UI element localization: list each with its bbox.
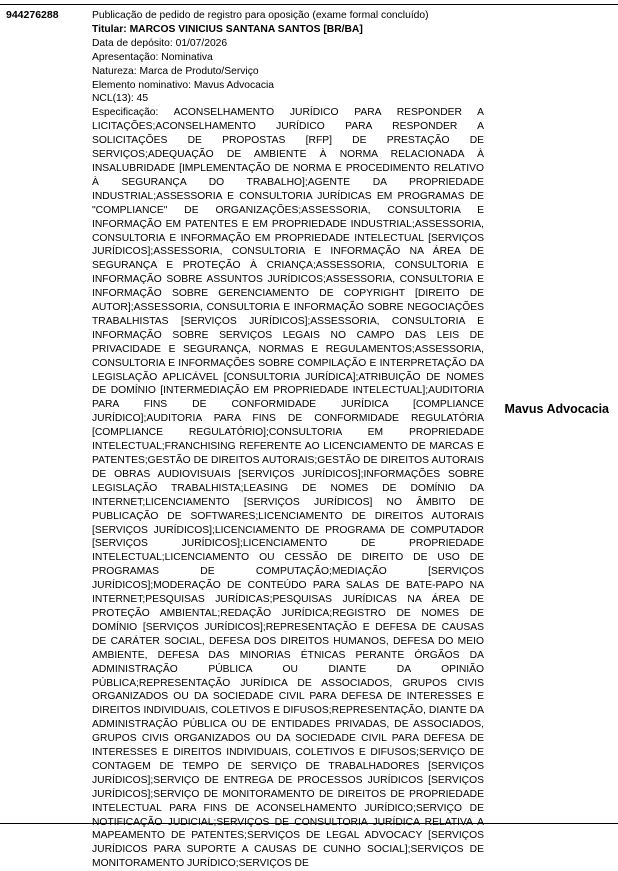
nominative-element-value: Mavus Advocacia	[193, 79, 275, 91]
presentation-value: Nominativa	[161, 51, 213, 63]
nominative-element-line	[92, 79, 484, 93]
specification-text: ACONSELHAMENTO JURÍDICO PARA RESPONDER A LICITAÇÕES;ACONSELHAMENTO JURÍDICO PARA RESPONDER A SOLICITAÇÕES DE PROPOSTAS [RFP] DE PRESTAÇÃO DE SERVIÇOS;ADEQUAÇÃO DE AMBIENTE À NORMA RELACIONADA À INSALUBRIDADE [IMPLEMENTAÇÃO DE NORMA E PROCEDIMENTO RELATIVO À SEGURANÇA DO TRABALHO];AGENTE DA PROPRIEDADE INDUSTRIAL;ASSESSORIA E CONSULTORIA JURÍDICAS EM PROGRAMAS DE "COMPLIANCE" DE ORGANIZAÇÕES;ASSESSORIA, CONSULTORIA E INFORMAÇÃO EM PATENTES E EM PROPRIEDADE INDUSTRIAL;ASSESSORIA, CONSULTORIA E INFORMAÇÃO EM PROPRIEDADE INTELECTUAL [SERVIÇOS JURÍDICOS];ASSESSORIA, CONSULTORIA E INFORMAÇÃO NA ÁREA DE SEGURANÇA E PROTEÇÃO À CRIANÇA;ASSESSORIA, CONSULTORIA E INFORMAÇÃO SOBRE ASSUNTOS JURÍDICOS;ASSESSORIA, CONSULTORIA E INFORMAÇÃO SOBRE GERENCIAMENTO DE COPYRIGHT [DIREITO DE AUTOR];ASSESSORIA, CONSULTORIA E INFORMAÇÃO SOBRE NEGOCIAÇÕES TRABALHISTAS [SERVIÇOS JURÍDICOS];ASSESSORIA, CONSULTORIA E INFORMAÇÃO SOBRE SERVIÇOS LEGAIS NO CAMPO DAS LEIS DE PRIVACIDADE E SEGURANÇA, NORMAS E REGULAMENTOS;ASSESSORIA, CONSULTORIA E INFORMAÇÕES SOBRE COMPILAÇÃO E INTERPRETAÇÃO DA LEGISLAÇÃO APLICÁVEL [CONSULTORIA JURÍDICA];ATRIBUIÇÃO DE NOMES DE DOMÍNIO [INTERMEDIAÇÃO EM PROPRIEDADE INTELECTUAL];AUDITORIA PARA FINS DE CONFORMIDADE JURÍDICA [COMPLIANCE JURÍDICO];AUDITORIA PARA FINS DE CONFORMIDADE REGULATÓRIA [COMPLIANCE REGULATÓRIO];CONSULTORIA EM PROPRIEDADE INTELECTUAL;FRANCHISING REFERENTE AO LICENCIAMENTO DE MARCAS E PATENTES;GESTÃO DE DIREITOS AUTORAIS;GESTÃO DE DIREITOS AUTORAIS DE OBRAS AUDIOVISUAIS [SERVIÇOS JURÍDICOS];INFORMAÇÕES SOBRE LEGISLAÇÃO TRABALHISTA;LEASING DE NOMES DE DOMÍNIO DA INTERNET;LICENCIAMENTO [SERVIÇOS JURÍDICOS] NO ÂMBITO DE PUBLICAÇÃO DE SOFTWARES;LICENCIAMENTO DE DIREITOS AUTORAIS [SERVIÇOS JURÍDICOS];LICENCIAMENTO DE PROGRAMA DE COMPUTADOR [SERVIÇOS JURÍDICOS];LICENCIAMENTO DE PROPRIEDADE INTELECTUAL;LICENCIAMENTO OU CESSÃO DE DIREITO DE USO DE PROGRAMAS DE COMPUTAÇÃO;MEDIAÇÃO [SERVIÇOS JURÍDICOS];MODERAÇÃO DE CONTEÚDO PARA SALAS DE BATE-PAPO NA INTERNET;PESQUISAS JURÍDICAS;PESQUISAS JURÍDICAS NA ÁREA DE PROTEÇÃO AMBIENTAL;REDAÇÃO JURÍDICA;REGISTRO DE NOMES DE DOMÍNIO [SERVIÇOS JURÍDICOS];REPRESENTAÇÃO E DEFESA DE CAUSAS DE CARÁTER SOCIAL, DEFESA DOS DIREITOS HUMANOS, DEFESA DO MEIO AMBIENTE, DEFESA DAS MINORIAS ÉTNICAS PERANTE ÓRGÃOS DA ADMINISTRAÇÃO PÚBLICA OU DIANTE DA OPINIÃO PÚBLICA;REPRESENTAÇÃO JURÍDICA DE ASSOCIADOS, GRUPOS CIVIS ORGANIZADOS OU DA SOCIEDADE CIVIL PARA DEFESA DE INTERESSES E DIREITOS INDIVIDUAIS, COLETIVOS E DIFUSOS;REPRESENTAÇÃO, DIANTE DA ADMINISTRAÇÃO PÚBLICA OU DE ENTIDADES PRIVADAS, DE ASSOCIADOS, GRUPOS CIVIS ORGANIZADOS OU DA SOCIEDADE CIVIL PARA DEFESA DE INTERESSES E DIREITOS INDIVIDUAIS, COLETIVOS E DIFUSOS;SERVIÇO DE CONTAGEM DE TEMPO DE SERVIÇO DE TRABALHADORES [SERVIÇOS JURÍDICOS];SERVIÇO DE ENTREGA DE PROCESSOS JURÍDICOS [SERVIÇOS JURÍDICOS];SERVIÇO DE MONITORAMENTO DE DIREITOS DE PROPRIEDADE INTELECTUAL PARA FINS DE ACONSELHAMENTO JURÍDICO;SERVIÇO DE MAPEAMENTO DE PATENTES;SERVIÇOS DE LEGAL ADVOCACY [SERVIÇOS JURÍDICOS PARA SUPORTE A CAUSAS DE CUNHO SOCIAL];SERVIÇOS DE MONITORAMENTO JURÍDICO;SERVIÇOS DE	[92, 107, 485, 870]
ncl-value: 45	[136, 93, 149, 105]
nature-label: Natureza:	[92, 65, 137, 77]
ncl-line	[92, 92, 484, 106]
mark-name: Mavus Advocacia	[504, 402, 609, 416]
despacho-text: Publicação de pedido de registro para oposição (exame formal concluído)	[92, 10, 429, 21]
presentation-line	[92, 51, 484, 65]
presentation-label: Apresentação:	[92, 51, 159, 63]
deposit-date-label: Data de depósito:	[92, 37, 173, 49]
ncl-label: NCL(13):	[92, 93, 134, 105]
process-number: 944276288	[6, 9, 59, 21]
titular-value: MARCOS VINICIUS SANTANA SANTOS [BR/BA]	[129, 23, 363, 35]
specification-block	[92, 106, 484, 871]
bottom-divider	[0, 823, 618, 824]
deposit-date-line	[92, 37, 484, 51]
top-divider	[0, 4, 618, 5]
deposit-date-value: 01/07/2026	[175, 37, 228, 49]
nominative-element-label: Elemento nominativo:	[92, 79, 192, 91]
nature-value: Marca de Produto/Serviço	[139, 65, 259, 77]
nature-line	[92, 65, 484, 79]
record-details	[92, 9, 484, 871]
titular-label: Titular:	[92, 23, 127, 35]
specification-label: Especificação:	[92, 107, 159, 119]
titular-line	[92, 23, 484, 37]
